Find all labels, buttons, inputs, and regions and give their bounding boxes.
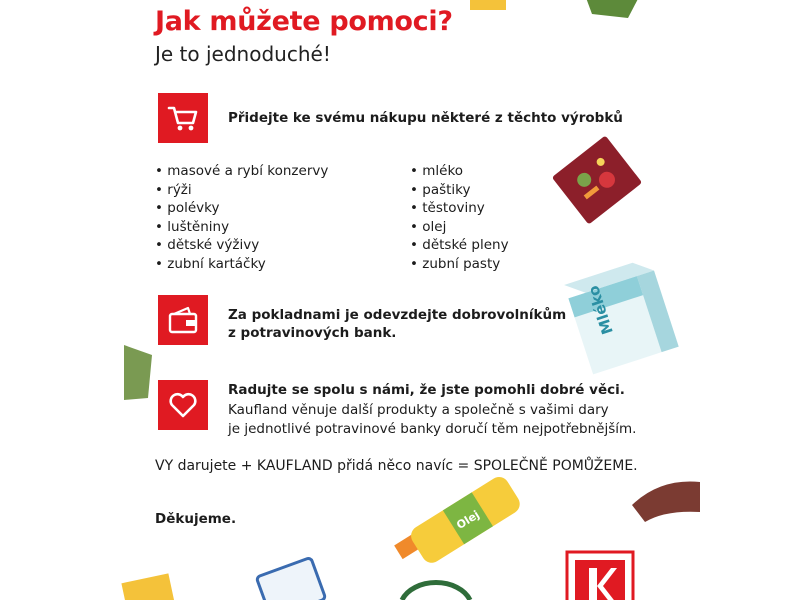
green-package-illustration [585,0,640,18]
yellow-package-illustration [470,0,506,10]
list-item: • mléko [410,162,509,181]
list-item: • paštiky [410,181,509,200]
step3-icon-box [158,380,208,430]
product-list-left [155,162,328,273]
oil-bottle-illustration [392,473,523,576]
shopping-cart-icon [166,101,200,135]
step3-line3: je jednotlivé potravinové banky doručí těm nejpotřebnějším. [228,421,637,437]
food-can-illustration [552,135,643,224]
step2-line2: z potravinových bank. [228,325,397,341]
green-circle-illustration [402,583,470,600]
page-title: Jak můžete pomoci? [155,6,453,37]
list-item: • zubní kartáčky [155,255,328,274]
thanks-text: Děkujeme. [155,511,237,527]
list-item: • rýži [155,181,328,200]
toothpaste-box-illustration [256,557,326,600]
list-item: • zubní pasty [410,255,509,274]
step3-line1: Radujte se spolu s námi, že jste pomohli dobré věci. [228,382,625,398]
step2-icon-box [158,295,208,345]
pasta-package-illustration [121,573,174,600]
step3-line2: Kaufland věnuje další produkty a společně s vašimi dary [228,402,609,418]
milk-label: Mléko [584,283,617,337]
equation-text: VY darujete + KAUFLAND přidá něco navíc = SPOLEČNĚ POMŮŽEME. [155,458,638,474]
list-item: • luštěniny [155,218,328,237]
sausage-illustration [632,481,700,522]
list-item: • olej [410,218,509,237]
wallet-icon [166,303,200,337]
list-item: • těstoviny [410,199,509,218]
list-item: • dětské pleny [410,236,509,255]
heart-icon [166,388,200,422]
list-item: • polévky [155,199,328,218]
step1-icon-box [158,93,208,143]
milk-carton-illustration [564,257,679,374]
oil-label: Olej [454,508,482,532]
page-subtitle: Je to jednoduché! [155,42,331,66]
list-item: • dětské výživy [155,236,328,255]
step2-line1: Za pokladnami je odevzdejte dobrovolníkům [228,307,567,323]
step1-text: Přidejte ke svému nákupu některé z těchto výrobků [228,110,623,126]
product-list-right [410,162,509,273]
kaufland-logo [567,552,633,600]
green-leaf-illustration [124,345,152,400]
list-item: • masové a rybí konzervy [155,162,328,181]
